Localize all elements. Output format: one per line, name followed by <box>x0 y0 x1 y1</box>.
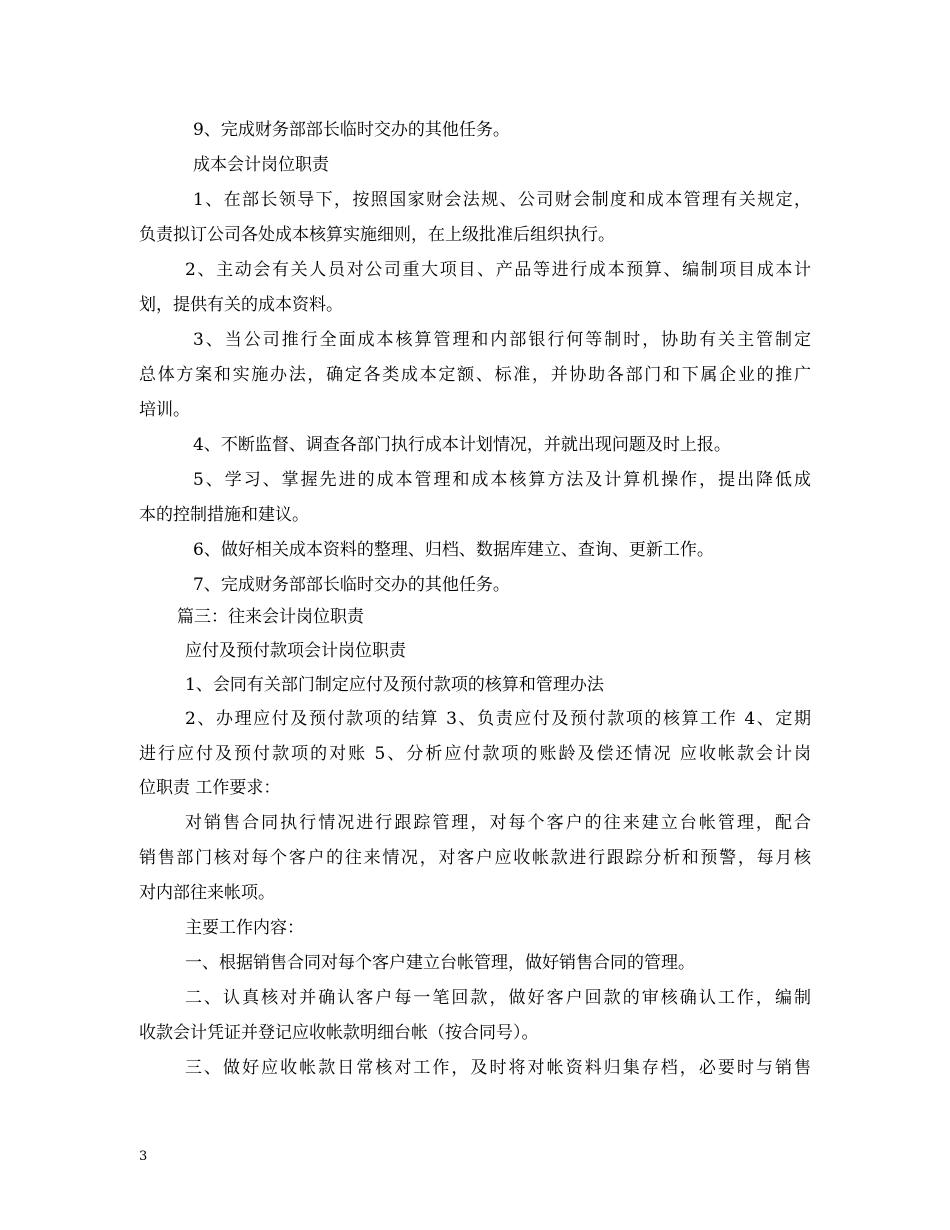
text-line: 4、不断监督、调查各部门执行成本计划情况，并就出现问题及时上报。 <box>193 435 731 455</box>
text-line: 5、学习、掌握先进的成本管理和成本核算方法及计算机操作，提出降低成 <box>193 470 811 490</box>
text-line: 进行应付及预付款项的对账 5、分析应付款项的账龄及偿还情况 应收帐款会计岗 <box>139 744 811 764</box>
page-number: 3 <box>139 1149 148 1164</box>
text-line: 销售部门核对每个客户的往来情况，对客户应收帐款进行跟踪分析和预警，每月核 <box>139 848 811 868</box>
text-line: 2、主动会有关人员对公司重大项目、产品等进行成本预算、编制项目成本计 <box>185 260 811 280</box>
text-line: 1、会同有关部门制定应付及预付款项的核算和管理办法 <box>185 675 604 695</box>
section-heading: 成本会计岗位职责 <box>193 155 329 175</box>
text-line: 本的控制措施和建议。 <box>139 505 309 525</box>
text-line: 负责拟订公司各处成本核算实施细则，在上级批准后组织执行。 <box>139 225 615 245</box>
section-heading: 篇三：往来会计岗位职责 <box>177 607 364 627</box>
text-line: 收款会计凭证并登记应收帐款明细台帐（按合同号）。 <box>139 1023 539 1043</box>
text-line: 对内部往来帐项。 <box>139 883 275 903</box>
text-line: 7、完成财务部部长临时交办的其他任务。 <box>193 575 510 595</box>
text-line: 6、做好相关成本资料的整理、归档、数据库建立、查询、更新工作。 <box>193 540 714 560</box>
text-line: 总体方案和实施办法，确定各类成本定额、标准，并协助各部门和下属企业的推广 <box>139 365 811 385</box>
text-line: 位职责 工作要求： <box>139 778 281 798</box>
text-line: 划，提供有关的成本资料。 <box>139 295 343 315</box>
section-heading: 应付及预付款项会计岗位职责 <box>185 641 406 661</box>
text-line: 对销售合同执行情况进行跟踪管理，对每个客户的往来建立台帐管理，配合 <box>185 813 811 833</box>
text-line: 1、在部长领导下，按照国家财会法规、公司财会制度和成本管理有关规定， <box>193 190 811 210</box>
text-line: 二、认真核对并确认客户每一笔回款，做好客户回款的审核确认工作，编制 <box>185 988 811 1008</box>
section-heading: 主要工作内容： <box>185 918 304 938</box>
text-line: 三、做好应收帐款日常核对工作，及时将对帐资料归集存档，必要时与销售 <box>185 1058 811 1078</box>
text-line: 3、当公司推行全面成本核算管理和内部银行何等制时，协助有关主管制定 <box>193 330 811 350</box>
text-line: 一、根据销售合同对每个客户建立台帐管理，做好销售合同的管理。 <box>185 953 695 973</box>
text-line: 培训。 <box>139 400 190 420</box>
text-line: 9、完成财务部部长临时交办的其他任务。 <box>193 120 510 140</box>
text-line: 2、办理应付及预付款项的结算 3、负责应付及预付款项的核算工作 4、定期 <box>185 709 811 729</box>
